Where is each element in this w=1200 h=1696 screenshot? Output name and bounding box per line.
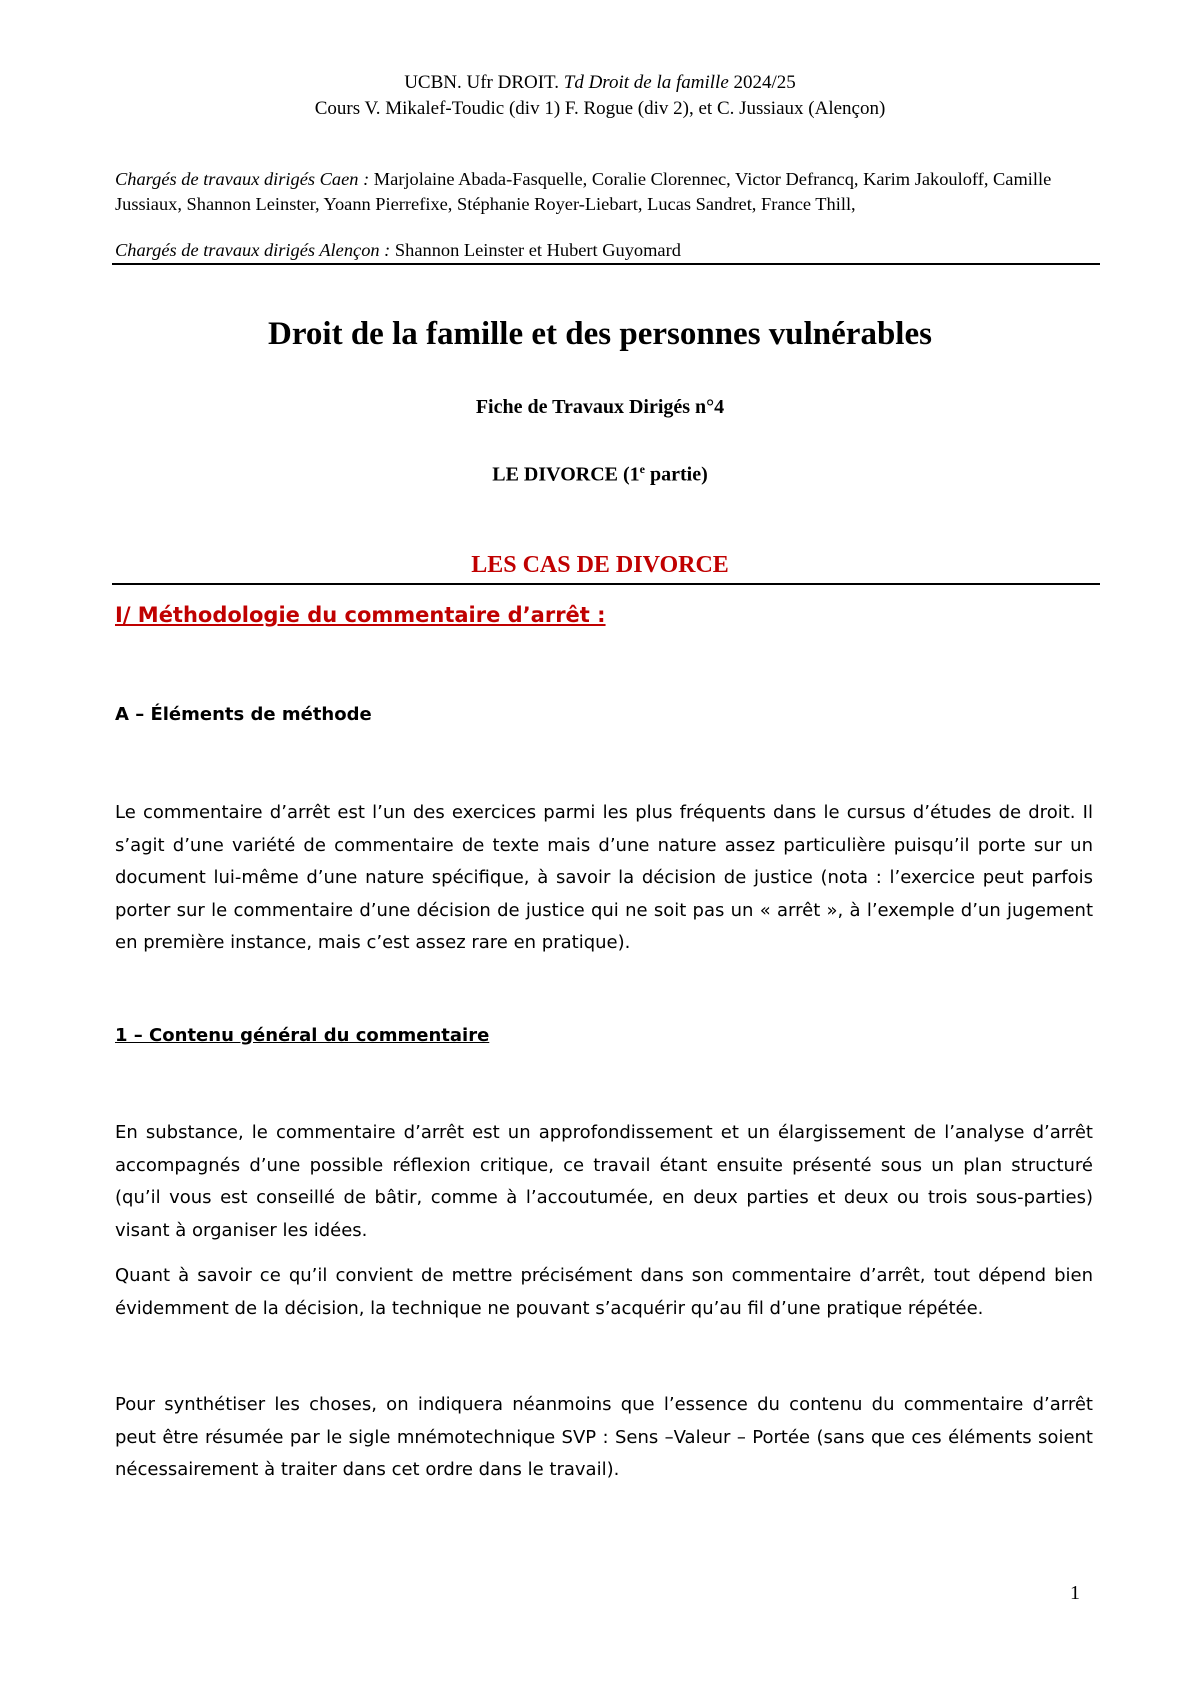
charges-alencon-names: Shannon Leinster et Hubert Guyomard	[390, 240, 681, 260]
section-divider	[112, 583, 1100, 585]
paragraph-synthese: Pour synthétiser les choses, on indiquera néanmoins que l’essence du contenu du commentaire d’arrêt peut être résumée par le sigle mnémotechnique SVP : Sens –Valeur – Portée (sans que ces éléments soient nécessairement à traiter dans cet ordre dans le travail).	[115, 1394, 1093, 1480]
header-teachers-line: Cours V. Mikalef-Toudic (div 1) F. Rogue (div 2), et C. Jussiaux (Alençon)	[314, 98, 886, 119]
header-course-suffix: 2024/25	[728, 72, 796, 93]
heading-contenu-general: 1 – Contenu général du commentaire	[115, 1025, 490, 1046]
page-number: 1	[1070, 1582, 1080, 1604]
header-divider	[112, 263, 1100, 265]
heading-elements-methode: A – Éléments de méthode	[115, 704, 372, 725]
fiche-theme-prefix: LE DIVORCE (1	[492, 463, 640, 486]
paragraph-intro: Le commentaire d’arrêt est l’un des exercices parmi les plus fréquents dans le cursus d’études de droit. Il s’agit d’une variété de commentaire de texte mais d’une nature assez particulière puisqu’il porte sur un document lui-même d’une nature spécifique, à savoir la décision de justice (nota : l’exercice peut parfois porter sur le commentaire d’une décision de justice qui ne soit pas un « arrêt », à l’exemple d’un jugement en première instance, mais c’est assez rare en pratique).	[115, 802, 1093, 953]
charges-caen-label: Chargés de travaux dirigés Caen :	[115, 169, 370, 189]
fiche-theme	[0, 462, 1200, 487]
charges-alencon-label: Chargés de travaux dirigés Alençon :	[115, 240, 391, 260]
fiche-theme-sup: e	[639, 462, 645, 476]
paragraph-substance: En substance, le commentaire d’arrêt est un approfondissement et un élargissement de l’analyse d’arrêt accompagnés d’une possible réflexion critique, ce travail étant ensuite présenté sous un plan structuré (qu’il vous est conseillé de bâtir, comme à l’accoutumée, en deux parties et deux ou trois sous-parties) visant à organiser les idées.	[115, 1122, 1093, 1241]
document-title: Droit de la famille et des personnes vulnérables	[268, 316, 932, 352]
header-course-italic: Td Droit de la famille	[563, 72, 729, 93]
fiche-theme-suffix: partie)	[644, 463, 708, 486]
fiche-number: Fiche de Travaux Dirigés n°4	[475, 396, 725, 418]
charges-caen	[115, 167, 1105, 217]
charges-alencon	[115, 238, 1105, 263]
charges-caen-names: Marjolaine Abada-Fasquelle, Coralie Clorennec, Victor Defrancq, Karim Jakouloff, Camille Jussiaux, Shannon Leinster, Yoann Pierrefixe, Stéphanie Royer-Liebart, Lucas Sandret, France Thill,	[115, 169, 1052, 214]
header-course-line	[0, 72, 1200, 94]
section-title: LES CAS DE DIVORCE	[471, 552, 729, 578]
paragraph-quant-a-savoir: Quant à savoir ce qu’il convient de mettre précisément dans son commentaire d’arrêt, tout dépend bien évidemment de la décision, la technique ne pouvant s’acquérir qu’au fil d’une pratique répétée.	[115, 1265, 1093, 1319]
header-course-prefix: UCBN. Ufr DROIT.	[404, 72, 564, 93]
heading-methodology: I/ Méthodologie du commentaire d’arrêt :	[115, 603, 606, 627]
